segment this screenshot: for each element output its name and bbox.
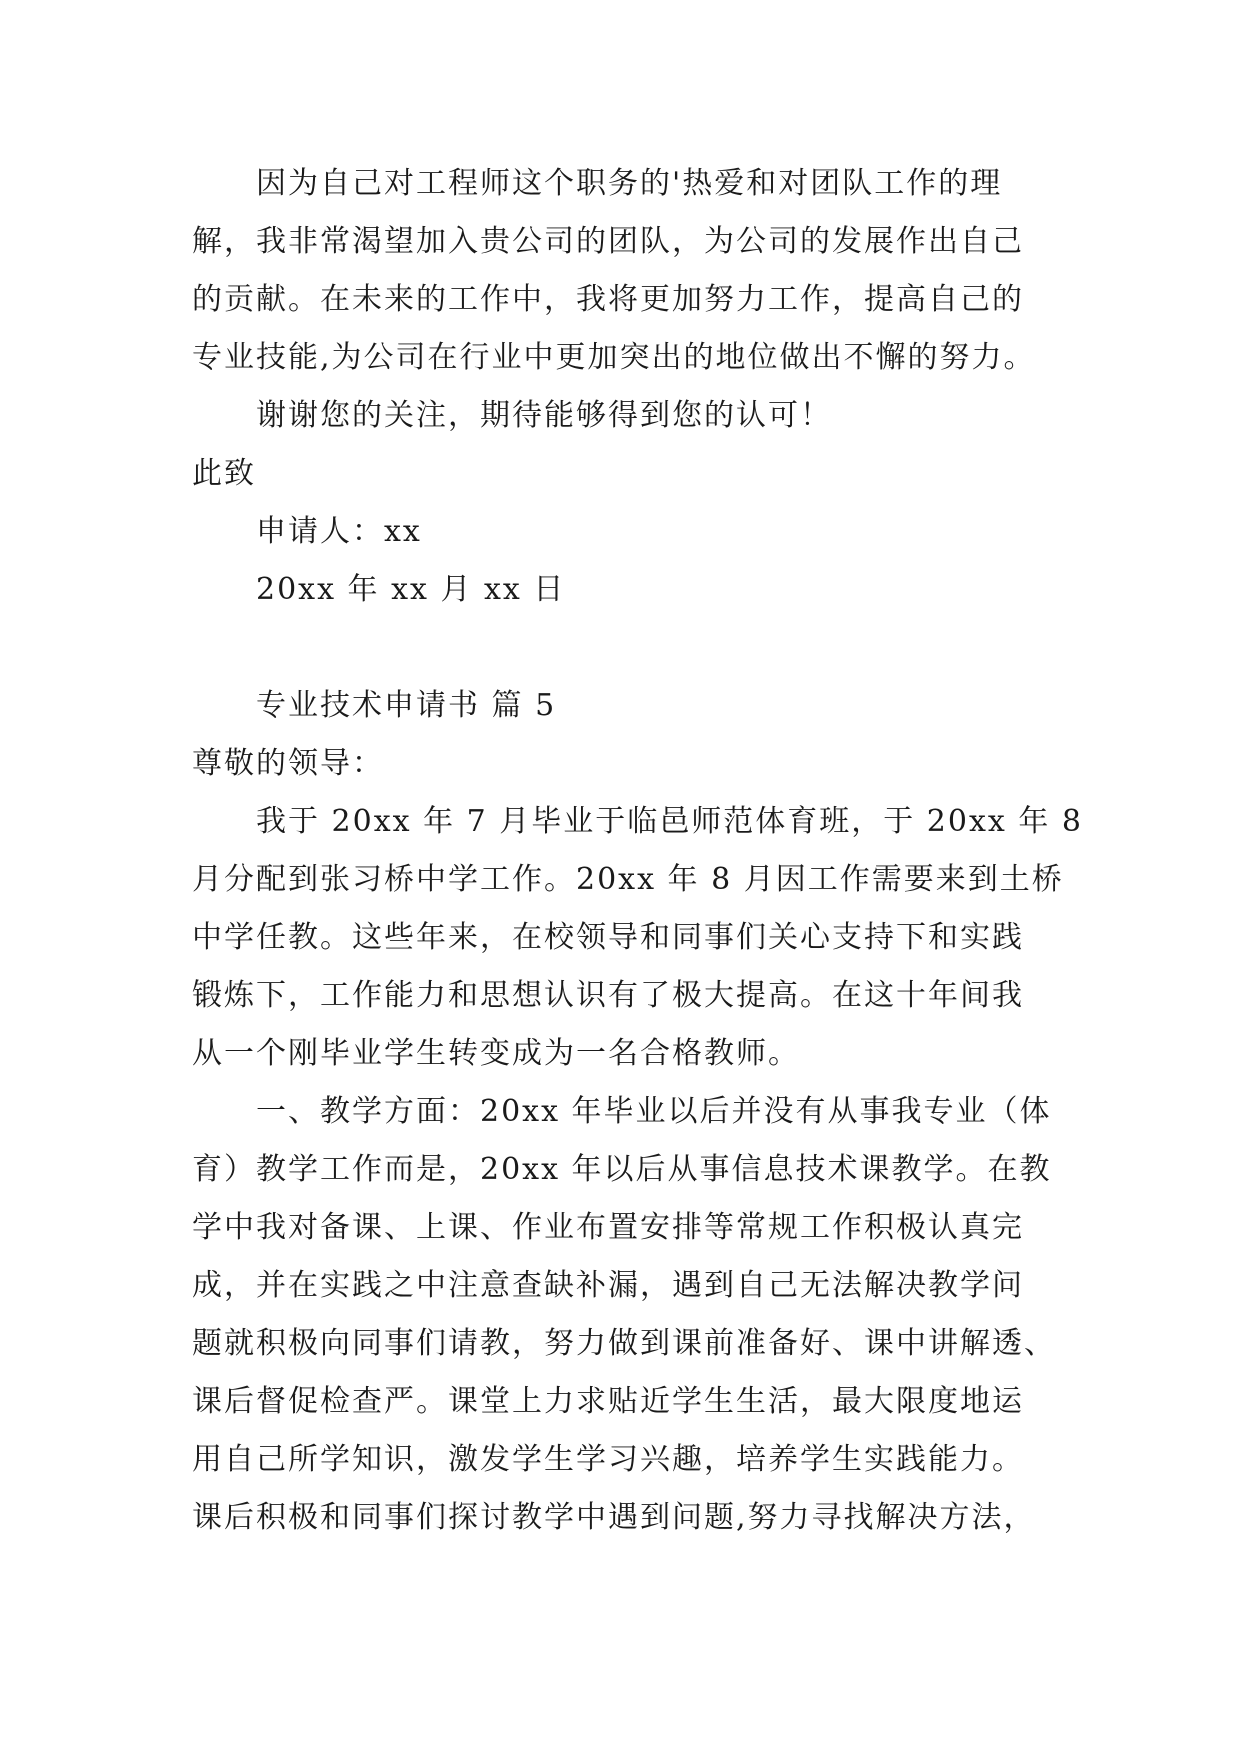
section-title: 专业技术申请书 篇 5 [256, 688, 557, 723]
paragraph-line: 月分配到张习桥中学工作。20xx 年 8 月因工作需要来到土桥 [192, 862, 1064, 897]
paragraph-line: 学中我对备课、上课、作业布置安排等常规工作积极认真完 [192, 1210, 1024, 1245]
salutation-closing: 此致 [192, 456, 256, 491]
paragraph-line: 我于 20xx 年 7 月毕业于临邑师范体育班，于 20xx 年 8 [256, 804, 1083, 839]
paragraph-line: 中学任教。这些年来，在校领导和同事们关心支持下和实践 [192, 920, 1024, 955]
paragraph-line: 成，并在实践之中注意查缺补漏，遇到自己无法解决教学问 [192, 1268, 1024, 1303]
paragraph-line: 从一个刚毕业学生转变成为一名合格教师。 [192, 1036, 800, 1071]
paragraph-line: 因为自己对工程师这个职务的'热爱和对团队工作的理 [256, 166, 1003, 201]
paragraph-line: 解，我非常渴望加入贵公司的团队，为公司的发展作出自己 [192, 224, 1024, 259]
date-line: 20xx 年 xx 月 xx 日 [256, 572, 566, 607]
paragraph-line: 锻炼下，工作能力和思想认识有了极大提高。在这十年间我 [192, 978, 1024, 1013]
paragraph-line: 的贡献。在未来的工作中，我将更加努力工作，提高自己的 [192, 282, 1024, 317]
closing-line: 谢谢您的关注，期待能够得到您的认可！ [256, 398, 832, 433]
salutation: 尊敬的领导： [192, 746, 384, 781]
paragraph-line: 课后积极和同事们探讨教学中遇到问题,努力寻找解决方法， [192, 1500, 1036, 1535]
paragraph-line: 专业技能,为公司在行业中更加突出的地位做出不懈的努力。 [192, 340, 1036, 375]
paragraph-line: 题就积极向同事们请教，努力做到课前准备好、课中讲解透、 [192, 1326, 1056, 1361]
paragraph-line: 用自己所学知识，激发学生学习兴趣，培养学生实践能力。 [192, 1442, 1024, 1477]
paragraph-line: 一、教学方面：20xx 年毕业以后并没有从事我专业（体 [256, 1094, 1052, 1129]
paragraph-line: 育）教学工作而是，20xx 年以后从事信息技术课教学。在教 [192, 1152, 1052, 1187]
applicant-line: 申请人：xx [256, 514, 422, 549]
paragraph-line: 课后督促检查严。课堂上力求贴近学生生活，最大限度地运 [192, 1384, 1024, 1419]
